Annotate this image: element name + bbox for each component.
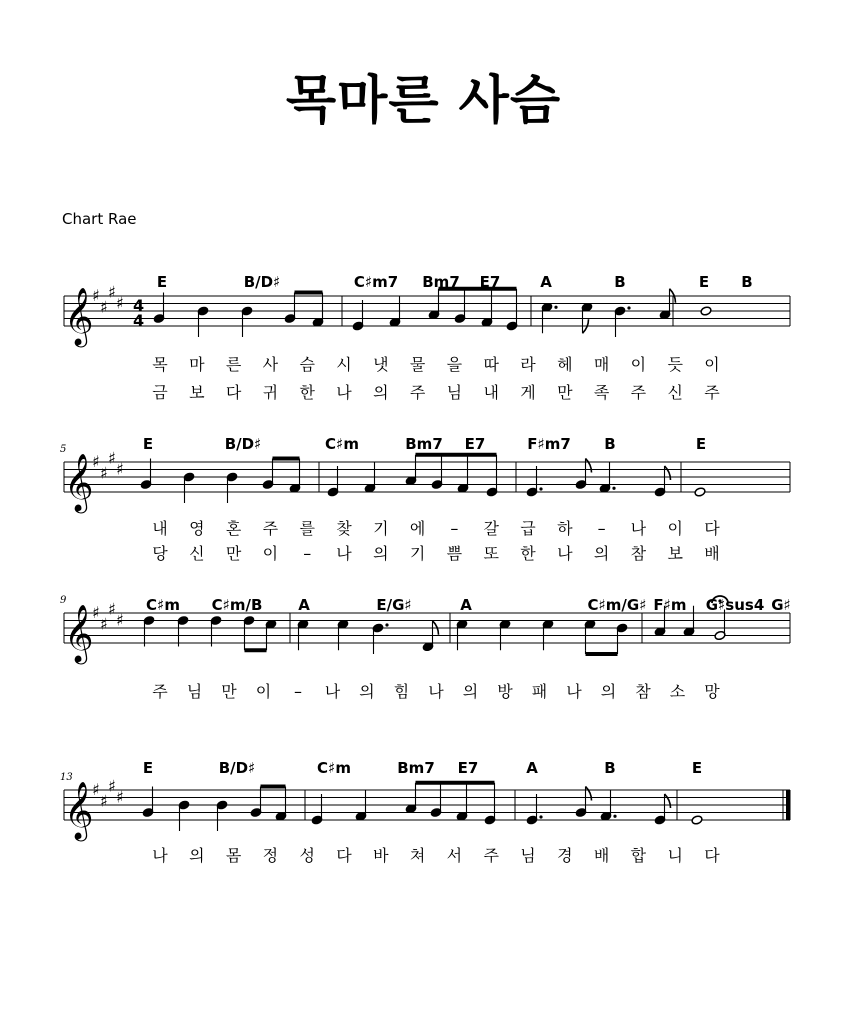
key-sharp: ♯ xyxy=(116,610,124,630)
lyric-syllable: 급 xyxy=(520,519,536,538)
treble-clef-icon: 𝄞 xyxy=(64,604,94,662)
chord-symbol: A xyxy=(298,596,310,614)
lyric-syllable: 주 xyxy=(483,846,499,865)
dot xyxy=(539,487,542,490)
lyric-syllable: 의 xyxy=(373,383,389,402)
lyric-syllable: 의 xyxy=(600,682,617,701)
lyric-syllable: 패 xyxy=(531,682,548,701)
measure-number: 13 xyxy=(60,772,73,783)
lyric-syllable: 합 xyxy=(630,846,647,865)
lyric-syllable: 소 xyxy=(669,682,686,701)
lyric-syllable: 게 xyxy=(520,383,536,402)
lyric-syllable: 찾 xyxy=(336,519,352,538)
lyric-syllable: 시 xyxy=(336,355,352,374)
lyric-syllable: 마 xyxy=(189,355,205,374)
lyric-syllable: 힘 xyxy=(393,682,410,701)
lyric-syllable: 이 xyxy=(255,682,272,701)
lyric-syllable: 님 xyxy=(520,846,536,865)
chord-symbol: A xyxy=(540,273,552,291)
dot xyxy=(539,815,542,818)
lyric-syllable: 른 xyxy=(225,355,242,374)
lyric-syllable: 만 xyxy=(221,682,237,701)
note-flag xyxy=(586,787,592,801)
chord-symbol: E7 xyxy=(464,435,486,453)
lyric-syllable: 이 xyxy=(704,355,720,374)
lyric-syllable: 듯 xyxy=(667,355,683,374)
chord-symbol: C♯m7 xyxy=(353,273,399,291)
lyric-syllable: 또 xyxy=(483,544,499,563)
chord-symbol: F♯m7 xyxy=(527,435,571,453)
lyric-syllable: 다 xyxy=(225,383,242,402)
lyric-syllable: 헤 xyxy=(557,355,573,374)
lyric-syllable: 에 xyxy=(409,519,426,538)
chord-symbol: G♯sus4 xyxy=(705,596,765,614)
chord-symbol: C♯m/B xyxy=(211,596,263,614)
lyric-syllable: – xyxy=(597,519,606,538)
lyric-syllable: 나 xyxy=(336,544,352,563)
lyric-syllable: 갈 xyxy=(483,519,499,538)
lyric-syllable: 만 xyxy=(557,383,573,402)
lyric-syllable: 내 xyxy=(483,383,499,402)
lyric-syllable: 의 xyxy=(462,682,479,701)
lyric-syllable: 망 xyxy=(704,682,720,701)
chord-symbol: B/D♯ xyxy=(224,435,262,453)
treble-clef-icon: 𝄞 xyxy=(64,781,94,839)
key-sharp: ♯ xyxy=(108,448,116,468)
lyric-syllable: 기 xyxy=(373,519,389,538)
chord-symbol: B/D♯ xyxy=(218,759,256,777)
lyric-syllable: 다 xyxy=(336,846,352,865)
lyric-syllable: 서 xyxy=(446,846,463,865)
key-sharp: ♯ xyxy=(116,459,124,479)
time-signature-top: 4 xyxy=(133,296,145,315)
chord-symbol: C♯m xyxy=(325,435,359,453)
measure-number: 9 xyxy=(60,595,67,606)
lyric-syllable: 주 xyxy=(152,682,168,701)
note-flag xyxy=(586,459,592,473)
key-sharp: ♯ xyxy=(92,452,100,471)
lyric-syllable: 하 xyxy=(557,519,573,538)
lyric-syllable: 슴 xyxy=(299,355,315,374)
chord-symbol: E xyxy=(691,759,703,777)
lyric-syllable: 참 xyxy=(630,544,647,563)
lyric-syllable: 족 xyxy=(593,383,610,402)
lyric-syllable: 방 xyxy=(497,682,513,701)
lyric-syllable: 나 xyxy=(152,846,168,865)
measure-number: 5 xyxy=(60,444,67,455)
lyric-syllable: 한 xyxy=(520,544,536,563)
lyric-syllable: 의 xyxy=(189,846,205,865)
composer-credit: Chart Rae xyxy=(62,210,137,228)
key-sharp: ♯ xyxy=(100,614,108,634)
lyric-syllable: 몸 xyxy=(225,846,242,865)
lyric-syllable: 냇 xyxy=(373,355,389,374)
lyric-syllable: 만 xyxy=(225,544,242,563)
lyric-syllable: 신 xyxy=(667,383,683,402)
lyric-syllable: 나 xyxy=(630,519,647,538)
chord-symbol: B/D♯ xyxy=(243,273,281,291)
chord-symbol: Bm7 xyxy=(405,435,443,453)
lyric-syllable: 목 xyxy=(152,355,168,374)
lyric-syllable: 의 xyxy=(359,682,375,701)
song-title: 목마른 사슴 xyxy=(285,71,562,131)
key-sharp: ♯ xyxy=(108,599,116,619)
lyric-syllable: 사 xyxy=(262,355,279,374)
lyric-syllable: 따 xyxy=(483,355,499,374)
lyric-syllable: 주 xyxy=(704,383,720,402)
chord-symbol: Bm7 xyxy=(422,273,460,291)
key-sharp: ♯ xyxy=(92,286,100,305)
lyric-syllable: 나 xyxy=(336,383,352,402)
lyric-syllable: 성 xyxy=(299,846,315,865)
chord-symbol: C♯m xyxy=(317,759,351,777)
lyric-syllable: 나 xyxy=(557,544,573,563)
lyric-syllable: 쁨 xyxy=(446,544,463,563)
note-flag xyxy=(665,794,671,808)
lyric-syllable: 물 xyxy=(409,355,426,374)
chord-symbol: E/G♯ xyxy=(376,596,412,614)
lyric-syllable: 을 xyxy=(446,355,463,374)
lyric-syllable: 주 xyxy=(630,383,647,402)
lyric-syllable: 나 xyxy=(566,682,582,701)
note-head xyxy=(700,306,712,316)
lyric-syllable: – xyxy=(294,682,302,701)
chord-symbol: C♯m xyxy=(146,596,180,614)
lyric-syllable: 쳐 xyxy=(409,846,426,865)
lyric-syllable: 귀 xyxy=(262,383,279,402)
key-sharp: ♯ xyxy=(92,603,100,622)
key-sharp: ♯ xyxy=(116,293,124,313)
lyric-syllable: 이 xyxy=(667,519,683,538)
lyric-syllable: 기 xyxy=(409,544,426,563)
lyric-syllable: 이 xyxy=(630,355,647,374)
chord-symbol: E7 xyxy=(479,273,501,291)
chord-symbol: A xyxy=(526,759,538,777)
lyric-syllable: 의 xyxy=(593,544,610,563)
chord-symbol: G♯ xyxy=(771,596,791,614)
key-sharp: ♯ xyxy=(108,776,116,796)
key-sharp: ♯ xyxy=(100,463,108,483)
chord-symbol: E xyxy=(695,435,707,453)
chord-symbol: E xyxy=(698,273,710,291)
lyric-syllable: 바 xyxy=(373,846,389,865)
key-sharp: ♯ xyxy=(100,791,108,811)
note-head xyxy=(691,815,703,825)
dot xyxy=(554,306,557,309)
chord-symbol: E xyxy=(142,759,154,777)
chord-symbol: E xyxy=(142,435,154,453)
lyric-syllable: 보 xyxy=(189,383,205,402)
chord-symbol: C♯m/G♯ xyxy=(587,596,647,614)
chord-symbol: F♯m xyxy=(653,596,687,614)
lyric-syllable: 정 xyxy=(262,846,279,865)
lyric-syllable: 나 xyxy=(324,682,341,701)
lyric-syllable: 영 xyxy=(189,519,205,538)
chord-symbol: B xyxy=(604,759,616,777)
lyric-syllable: 배 xyxy=(704,544,720,563)
dot xyxy=(613,815,616,818)
lyric-syllable: 한 xyxy=(299,383,315,402)
chord-symbol: B xyxy=(614,273,626,291)
lyric-syllable: 신 xyxy=(189,544,205,563)
lyric-syllable: 경 xyxy=(557,846,573,865)
chord-symbol: Bm7 xyxy=(397,759,435,777)
lyric-syllable: 님 xyxy=(446,383,463,402)
dot xyxy=(385,623,388,626)
lyric-syllable: 니 xyxy=(667,846,683,865)
chord-symbol: B xyxy=(741,273,753,291)
lyric-syllable: – xyxy=(450,519,459,538)
lyric-syllable: 다 xyxy=(704,846,720,865)
lyric-syllable: 배 xyxy=(593,846,610,865)
key-sharp: ♯ xyxy=(108,282,116,302)
lyric-syllable: 를 xyxy=(299,519,315,538)
lyric-syllable: 라 xyxy=(520,355,536,374)
time-signature-bottom: 4 xyxy=(133,311,145,330)
lyric-syllable: 보 xyxy=(667,544,683,563)
chord-symbol: A xyxy=(460,596,472,614)
lyric-syllable: 금 xyxy=(152,383,168,402)
treble-clef-icon: 𝄞 xyxy=(64,453,94,511)
lyric-syllable: 의 xyxy=(373,544,389,563)
lyric-syllable: 님 xyxy=(186,682,203,701)
lyric-syllable: 매 xyxy=(593,355,610,374)
lyric-syllable: 주 xyxy=(262,519,279,538)
key-sharp: ♯ xyxy=(92,780,100,799)
lyric-syllable: 다 xyxy=(704,519,720,538)
lyric-syllable: 참 xyxy=(635,682,651,701)
note-flag xyxy=(665,466,671,480)
chord-symbol: E xyxy=(156,273,168,291)
note-head xyxy=(694,487,706,497)
key-sharp: ♯ xyxy=(100,297,108,317)
key-sharp: ♯ xyxy=(116,787,124,807)
dot xyxy=(627,306,630,309)
treble-clef-icon: 𝄞 xyxy=(64,287,94,345)
lyric-syllable: – xyxy=(303,544,312,563)
lyric-syllable: 이 xyxy=(262,544,279,563)
chord-symbol: E7 xyxy=(457,759,479,777)
lyric-syllable: 당 xyxy=(152,544,168,563)
lyric-syllable: 주 xyxy=(409,383,426,402)
dot xyxy=(612,487,615,490)
lyric-syllable: 내 xyxy=(152,519,168,538)
lyric-syllable: 혼 xyxy=(225,519,242,538)
chord-symbol: B xyxy=(604,435,616,453)
lyric-syllable: 나 xyxy=(428,682,444,701)
final-barline xyxy=(786,790,791,820)
